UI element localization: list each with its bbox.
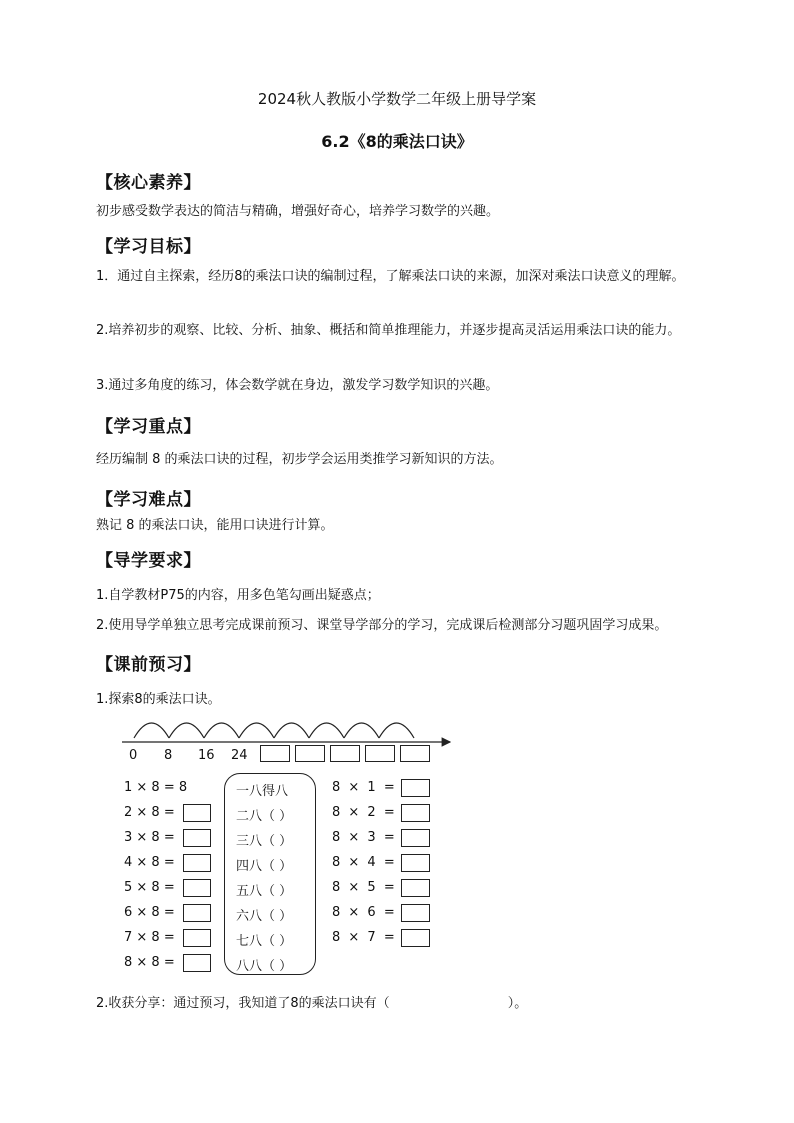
preview-question-2-prefix: 2.收获分享：通过预习，我知道了8的乘法口诀有（ <box>96 996 390 1011</box>
number-line-label-0: 0 <box>129 748 138 763</box>
number-line-blank-2[interactable] <box>295 745 325 762</box>
goal-item-2: 2.培养初步的观察、比较、分析、抽象、概括和简单推理能力，并逐步提高灵活运用乘法口诀的能力。 <box>96 323 681 338</box>
left-equation: 8 × 8 = <box>124 955 175 970</box>
number-line-blank-1[interactable] <box>260 745 290 762</box>
right-equation: 8 × 2 = <box>332 805 395 820</box>
answer-box-3x8[interactable] <box>183 829 211 847</box>
core-literacy-text: 初步感受数学表达的简洁与精确，增强好奇心，培养学习数学的兴趣。 <box>96 204 500 219</box>
answer-box-5x8[interactable] <box>183 879 211 897</box>
answer-box-8x8[interactable] <box>183 954 211 972</box>
preview-question-1: 1.探索8的乘法口诀。 <box>96 692 221 707</box>
right-equation: 8 × 5 = <box>332 880 395 895</box>
number-line-hop <box>309 723 344 738</box>
number-line-hop <box>379 723 414 738</box>
lesson-subtitle: 6.2《8的乘法口诀》 <box>321 132 473 151</box>
goal-item-1: 1．通过自主探索，经历8的乘法口诀的编制过程，了解乘法口诀的来源，加深对乘法口诀意义的理解。 <box>96 269 685 284</box>
left-equation: 5 × 8 = <box>124 880 175 895</box>
rhyme-item: 五八（ ） <box>236 884 293 899</box>
answer-box-8x5[interactable] <box>401 879 430 897</box>
rhyme-item: 三八（ ） <box>236 834 293 849</box>
left-equation: 3 × 8 = <box>124 830 175 845</box>
right-equation: 8 × 7 = <box>332 930 395 945</box>
rhyme-item: 一八得八 <box>236 784 289 799</box>
preview-question-2 <box>96 992 527 1011</box>
heading-core-literacy: 【核心素养】 <box>96 173 201 193</box>
answer-box-8x6[interactable] <box>401 904 430 922</box>
rhyme-item: 二八（ ） <box>236 809 293 824</box>
rhyme-item: 四八（ ） <box>236 859 293 874</box>
answer-box-4x8[interactable] <box>183 854 211 872</box>
number-line-hop <box>204 723 239 738</box>
document-title: 2024秋人教版小学数学二年级上册导学案 <box>257 90 537 108</box>
answer-box-8x4[interactable] <box>401 854 430 872</box>
heading-key-points: 【学习重点】 <box>96 417 201 437</box>
rhyme-item: 八八（ ） <box>236 959 293 974</box>
answer-box-8x2[interactable] <box>401 804 430 822</box>
answer-box-8x1[interactable] <box>401 779 430 797</box>
right-equation: 8 × 6 = <box>332 905 395 920</box>
answer-box-2x8[interactable] <box>183 804 211 822</box>
rhyme-item: 六八（ ） <box>236 909 293 924</box>
number-line-hop <box>239 723 274 738</box>
number-line-blank-5[interactable] <box>400 745 430 762</box>
heading-learning-goals: 【学习目标】 <box>96 237 201 257</box>
number-line-hop <box>344 723 379 738</box>
number-line-label-16: 16 <box>198 748 215 763</box>
heading-requirements: 【导学要求】 <box>96 551 201 571</box>
key-points-text: 经历编制 8 的乘法口诀的过程，初步学会运用类推学习新知识的方法。 <box>96 452 503 467</box>
requirement-item-1: 1.自学教材P75的内容，用多色笔勾画出疑惑点； <box>96 588 380 603</box>
heading-difficulties: 【学习难点】 <box>96 490 201 510</box>
number-line-hop <box>169 723 204 738</box>
left-equation: 1 × 8 = 8 <box>124 780 188 795</box>
answer-box-8x3[interactable] <box>401 829 430 847</box>
left-equation: 4 × 8 = <box>124 855 175 870</box>
answer-box-8x7[interactable] <box>401 929 430 947</box>
number-line-label-24: 24 <box>231 748 248 763</box>
number-line-blank-3[interactable] <box>330 745 360 762</box>
answer-box-6x8[interactable] <box>183 904 211 922</box>
requirement-item-2: 2.使用导学单独立思考完成课前预习、课堂导学部分的学习，完成课后检测部分习题巩固学习成果。 <box>96 618 668 633</box>
right-equation: 8 × 1 = <box>332 780 395 795</box>
left-equation: 7 × 8 = <box>124 930 175 945</box>
goal-item-3: 3.通过多角度的练习，体会数学就在身边，激发学习数学知识的兴趣。 <box>96 378 499 393</box>
number-line-hop <box>134 723 169 738</box>
heading-preview: 【课前预习】 <box>96 655 201 675</box>
answer-box-7x8[interactable] <box>183 929 211 947</box>
difficulties-text: 熟记 8 的乘法口诀，能用口诀进行计算。 <box>96 518 334 533</box>
number-line-hops <box>134 723 414 738</box>
number-line-label-8: 8 <box>164 748 173 763</box>
left-equation: 2 × 8 = <box>124 805 175 820</box>
number-line-hop <box>274 723 309 738</box>
left-equation: 6 × 8 = <box>124 905 175 920</box>
preview-question-2-suffix: ）。 <box>507 996 528 1011</box>
rhyme-item: 七八（ ） <box>236 934 293 949</box>
right-equation: 8 × 3 = <box>332 830 395 845</box>
right-equation: 8 × 4 = <box>332 855 395 870</box>
number-line-blank-4[interactable] <box>365 745 395 762</box>
